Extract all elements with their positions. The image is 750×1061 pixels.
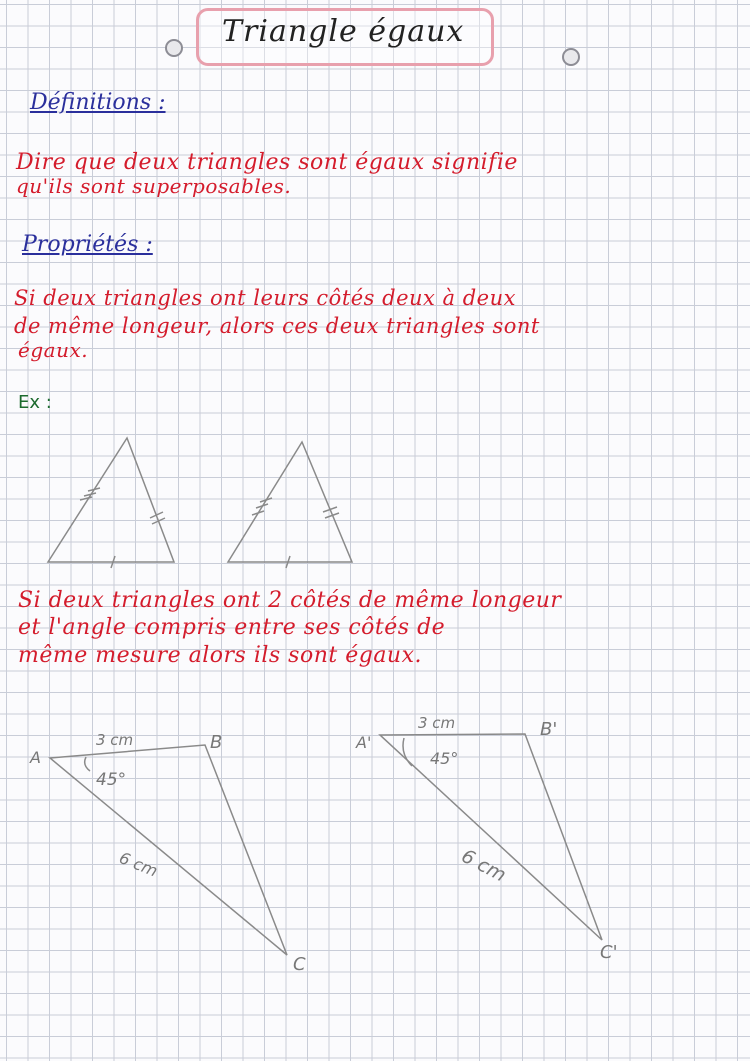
example-label: Ex : xyxy=(18,392,52,413)
definition-line-1: Dire que deux triangles sont égaux signifie xyxy=(16,150,518,175)
vertex-a-label: A xyxy=(30,748,41,767)
property-1-line-3: égaux. xyxy=(18,338,89,362)
example-triangle-left xyxy=(48,438,174,568)
vertex-b-label: B xyxy=(210,732,223,753)
page-title: Triangle égaux xyxy=(222,14,465,49)
property-1-line-1: Si deux triangles ont leurs côtés deux à deux xyxy=(14,286,516,310)
triple-tick-left xyxy=(80,488,100,500)
side-ab-prime-label: 3 cm xyxy=(418,714,456,732)
side-ab-label: 3 cm xyxy=(96,731,134,749)
property-2-line-3: même mesure alors ils sont égaux. xyxy=(18,643,423,668)
triangle-abc-prime xyxy=(355,714,618,963)
angle-a-label: 45° xyxy=(96,770,127,790)
properties-heading: Propriétés : xyxy=(22,232,153,257)
angle-arc-a xyxy=(85,757,90,771)
side-ac-prime-label: 6 cm xyxy=(457,844,510,887)
property-1-line-2: de même longeur, alors ces deux triangles sont xyxy=(14,314,540,338)
vertex-a-prime-label: A' xyxy=(356,733,372,752)
property-2-line-2: et l'angle compris entre ses côtés de xyxy=(18,615,446,640)
vertex-c-label: C xyxy=(293,954,306,975)
vertex-b-prime-label: B' xyxy=(540,719,558,740)
side-ac-label: 6 cm xyxy=(116,848,161,881)
example-triangle-right xyxy=(228,442,352,568)
angle-a-prime-label: 45° xyxy=(430,749,459,768)
vertex-c-prime-label: C' xyxy=(600,942,618,963)
angle-arc-a-prime xyxy=(403,738,412,766)
triple-tick-right xyxy=(252,498,272,515)
definition-line-2: qu'ils sont superposables. xyxy=(16,174,292,198)
definitions-heading: Définitions : xyxy=(30,90,166,115)
triangle-abc xyxy=(29,731,306,975)
property-2-line-1: Si deux triangles ont 2 côtés de même longeur xyxy=(18,588,562,613)
